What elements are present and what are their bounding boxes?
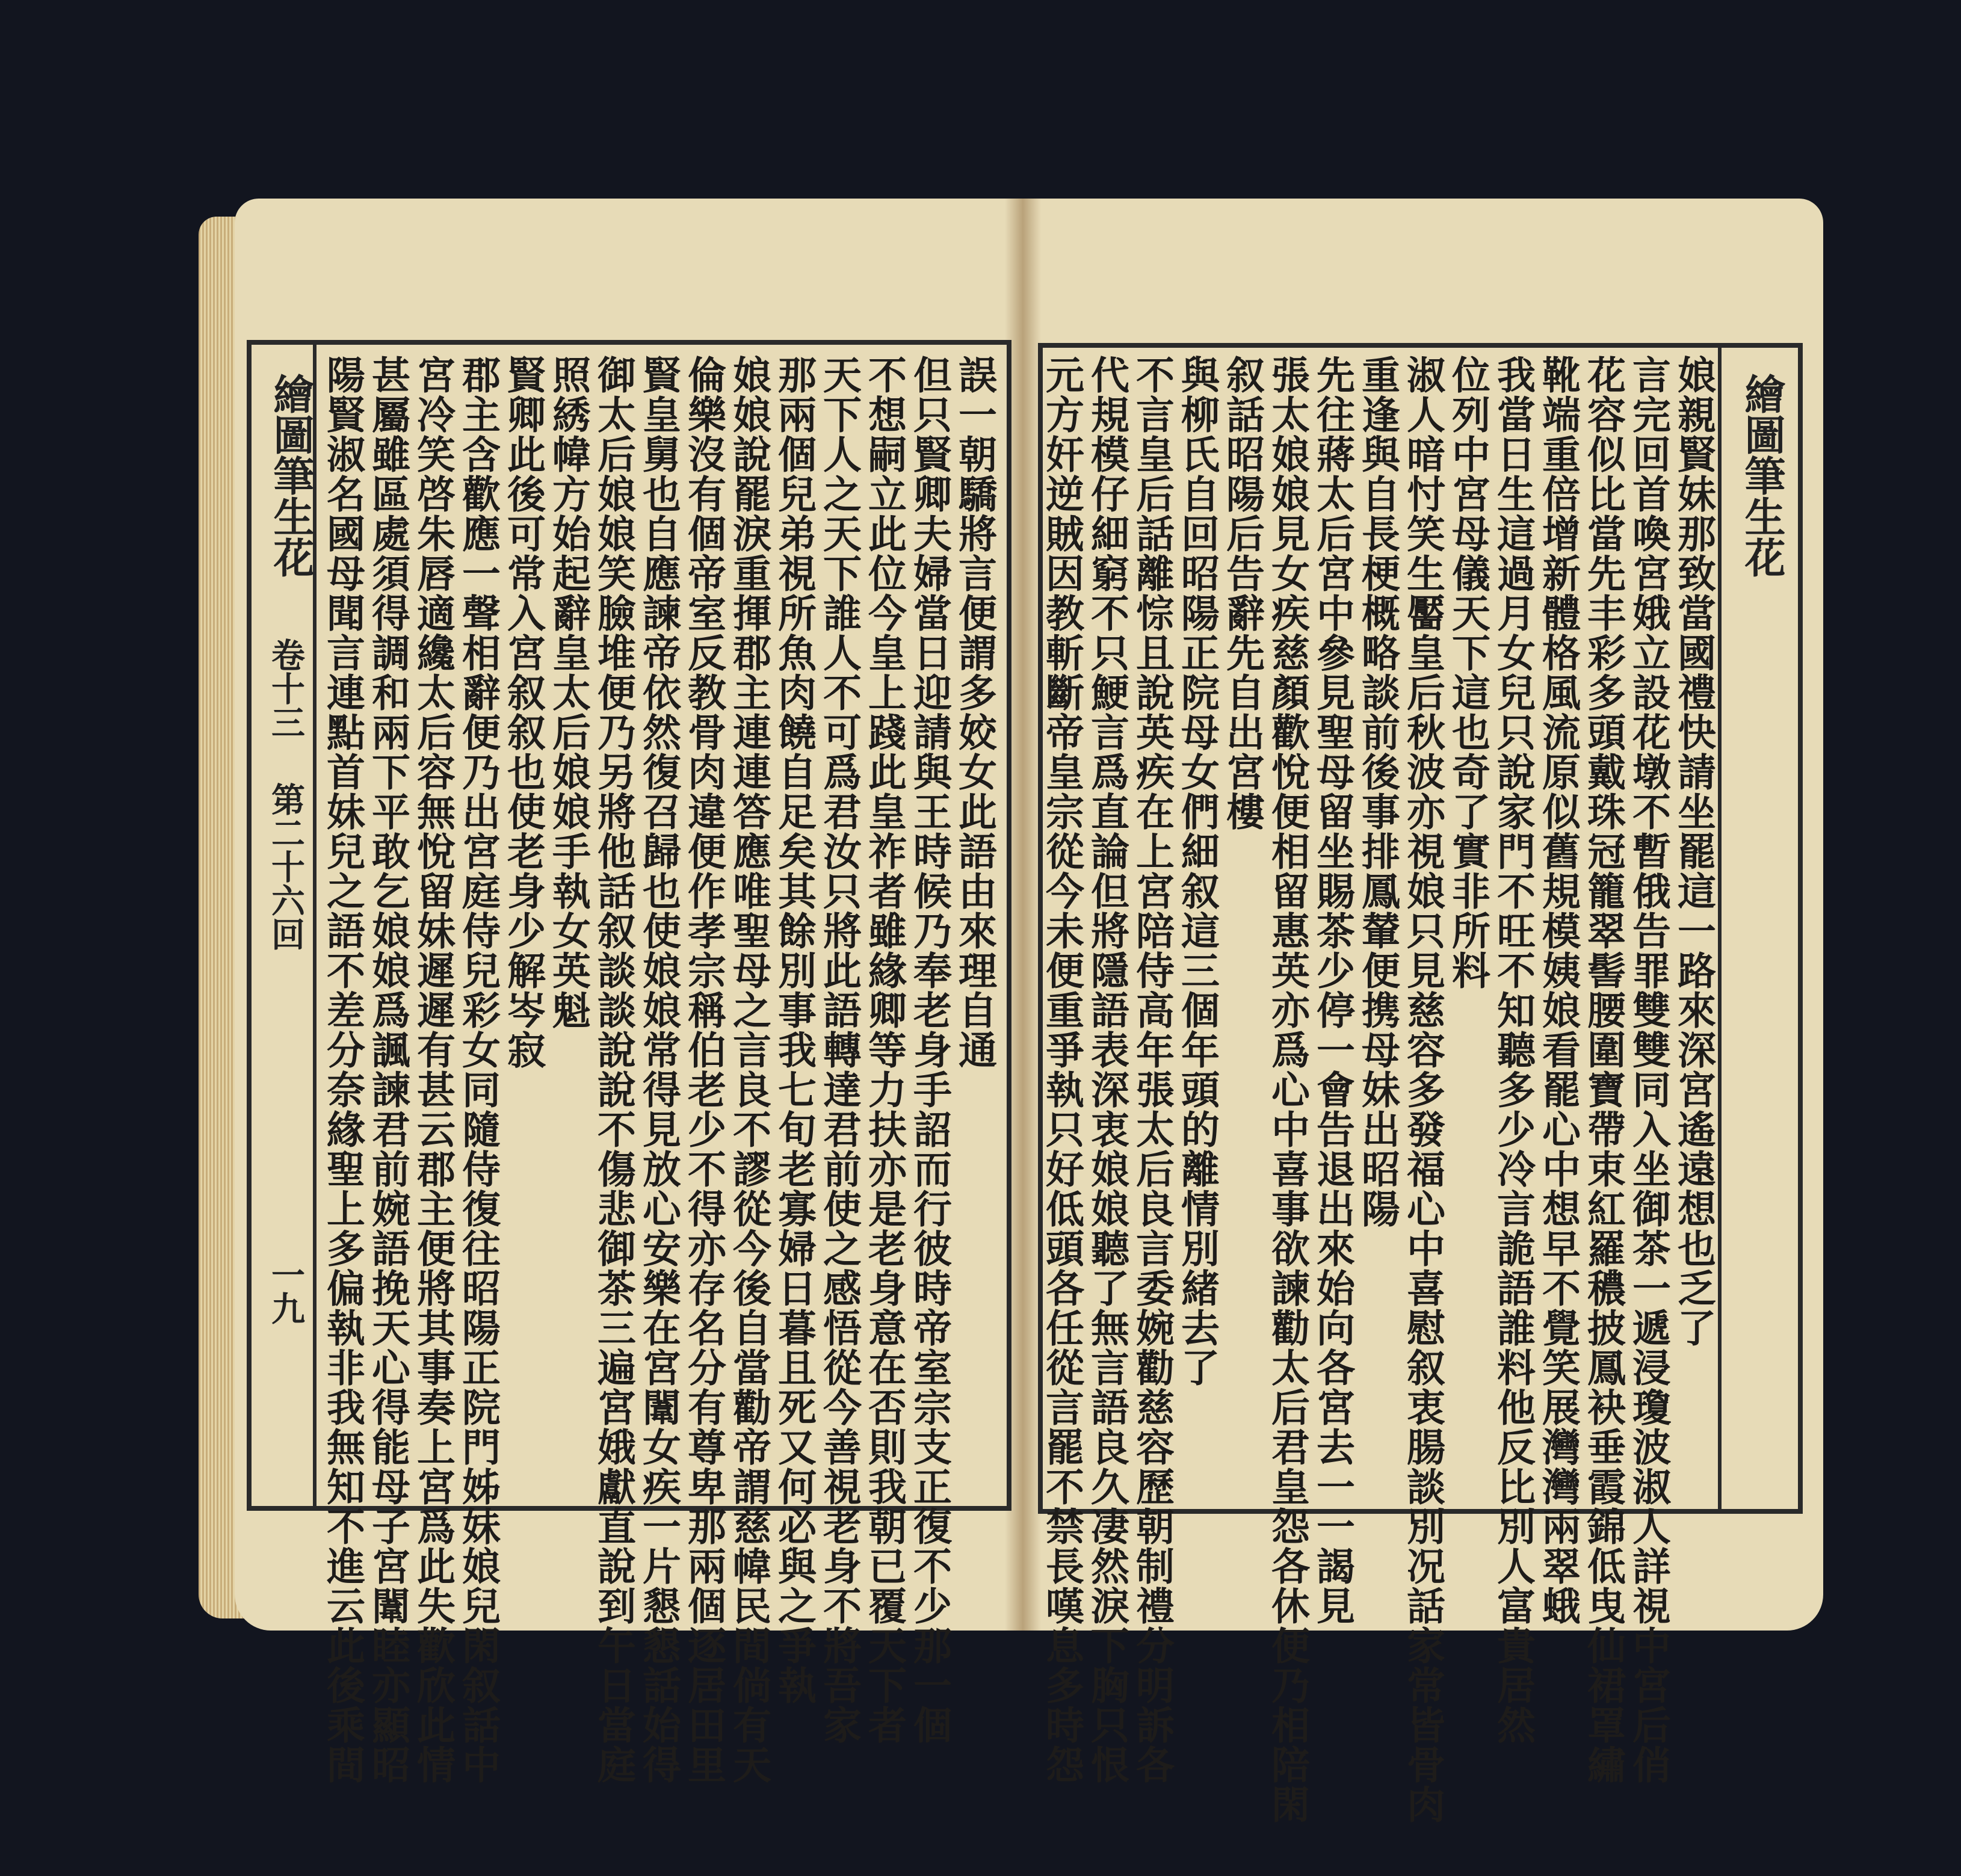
right-text-column: 叙話昭陽后告辭先自出宮樓 (1220, 355, 1265, 832)
left-margin-chapter: 第二十六回 (266, 782, 306, 951)
left-text-column: 御太后娘娘笑臉堆便乃另將他話叙談談說說不傷悲御茶三遍宮娥獻直說到午日當庭 (591, 355, 636, 1785)
right-text-column: 與柳氏自回昭陽正院母女們細叙這三個年頭的離情別緒去了 (1175, 355, 1220, 1387)
right-text-column: 位列中宮母儀天下這也奇了實非所料 (1445, 355, 1490, 990)
left-text-column: 但只賢卿夫婦當日迎請與王時候乃奉老身手詔而行彼時帝室宗支正復不少那一個 (907, 355, 952, 1745)
left-text-column: 郡主含歡應一聲相辭便乃出宮庭侍兒彩女同隨侍復往昭陽正院門姊妹娘兒閑叙話中 (456, 355, 501, 1785)
right-text-column: 靴端重倍增新體格風流原似舊規模姨娘看罷心中想早不覺笑展灣灣兩翠蛾 (1536, 355, 1581, 1626)
left-text-column: 賢卿此後可常入宮叙叙也使老身少解岑寂 (501, 355, 546, 1070)
right-text-column: 我當日生這過月女兒只說家門不旺不知聽多少冷言詭語誰料他反比別人富貴居然 (1490, 355, 1536, 1745)
left-text-column: 誤一朝驕將言便謂多姣女此語由來理自通 (952, 355, 997, 1070)
left-text-column: 照綉幃方始起辭皇太后娘娘手執女英魁 (546, 355, 591, 1030)
left-text-column: 不想嗣立此位今皇上踐此皇祚者雖緣卿等力扶亦是老身意在否則我朝已覆天下者 (862, 355, 907, 1745)
right-margin-title: 繪圖筆生花 (1738, 373, 1786, 578)
left-text-column: 娘娘說罷淚重揮郡主連連答應唯聖母之言良不謬從今後自當勸帝謂慈幃民間倘有天 (726, 355, 771, 1785)
right-text-column: 張太娘娘見女疾慈顏歡悅便相留惠英亦爲心中喜事欲諫勸太后君皇怨各休便乃相陪閑 (1265, 355, 1310, 1824)
right-text-column: 代規模仔細窮不只鯁言爲直論但將隱語表深衷娘娘聽了無言語良久凄然淚下胸只恨 (1084, 355, 1129, 1785)
left-text-column: 那兩個兒弟視所魚肉饒自足矣其餘別事我七旬老寡婦日暮且死又何必與之爭執 (771, 355, 817, 1705)
right-text-column: 先往蔣太后宮中參見聖母留坐賜茶少停一會告退出來始向各宮去一一謁見 (1310, 355, 1355, 1626)
open-book (199, 174, 1787, 1824)
right-text-column: 淑人暗忖笑生靨皇后秋波亦視娘只見慈容多發福心中喜慰叙衷腸談別况話家常皆骨肉 (1400, 355, 1445, 1824)
right-text-column: 言完回首喚宮娥立設花墩不暫俄告罪雙雙同入坐御茶一遞浸瓊波淑人詳視中宮后俏 (1626, 355, 1671, 1785)
right-margin-rule (1718, 343, 1722, 1510)
right-text-column: 元方奸逆賊因教斬斷帝皇宗從今未便重爭執只好低頭各任從言罷不禁長嘆息多時怨 (1039, 355, 1084, 1785)
left-text-column: 賢皇舅也自應諫帝依然復召歸也使娘娘常得見放心安樂在宮闈女疾一片懇懇話始得 (636, 355, 681, 1785)
left-text-column: 天下人之天下誰人不可爲君汝只將此語轉達君前使之感悟從今善視老身不將吾家 (817, 355, 862, 1745)
left-text-column: 甚屬雖區處須得調和兩下平敢乞娘娘爲諷諫君前婉語挽天心得能母子宮闈睦亦顯昭 (365, 355, 410, 1785)
left-text-column: 倫樂沒有個帝室反教骨肉違便作孝宗稱伯老少不得亦存名分有尊卑那兩個逐居田里 (681, 355, 726, 1785)
left-text-column: 宮冷笑啓朱唇適纔太后容無悅留妹遲遲有甚云郡主便將其事奏上宮爲此失歡欣此情 (410, 355, 456, 1785)
right-text-column: 重逢與自長梗概略談前後事排鳳輦便携母妹出昭陽 (1355, 355, 1400, 1229)
right-text-column: 花容似比當先丰彩多頭戴珠冠籠翠髻腰圍寶帶束紅羅穠披鳳袂垂霞錦低曳仙裙罩繡 (1581, 355, 1626, 1785)
left-margin-volume: 卷十三 (266, 638, 306, 739)
left-text-column: 陽賢淑名國母聞言連點首妹兒之語不差分奈緣聖上多偏執非我無知不進云此後乘間 (320, 355, 365, 1785)
right-text-column: 不言皇后話離悰且說英疾在上宮陪侍高年張太后良言委婉勸慈容歷朝制禮分明訴各 (1129, 355, 1175, 1785)
left-margin-title: 繪圖筆生花 (267, 373, 315, 578)
left-margin-page-number: 一九 (266, 1257, 306, 1325)
right-text-column: 娘親賢妹那致當國禮快請坐罷這一路來深宮遙遠想也乏了 (1671, 355, 1716, 1348)
